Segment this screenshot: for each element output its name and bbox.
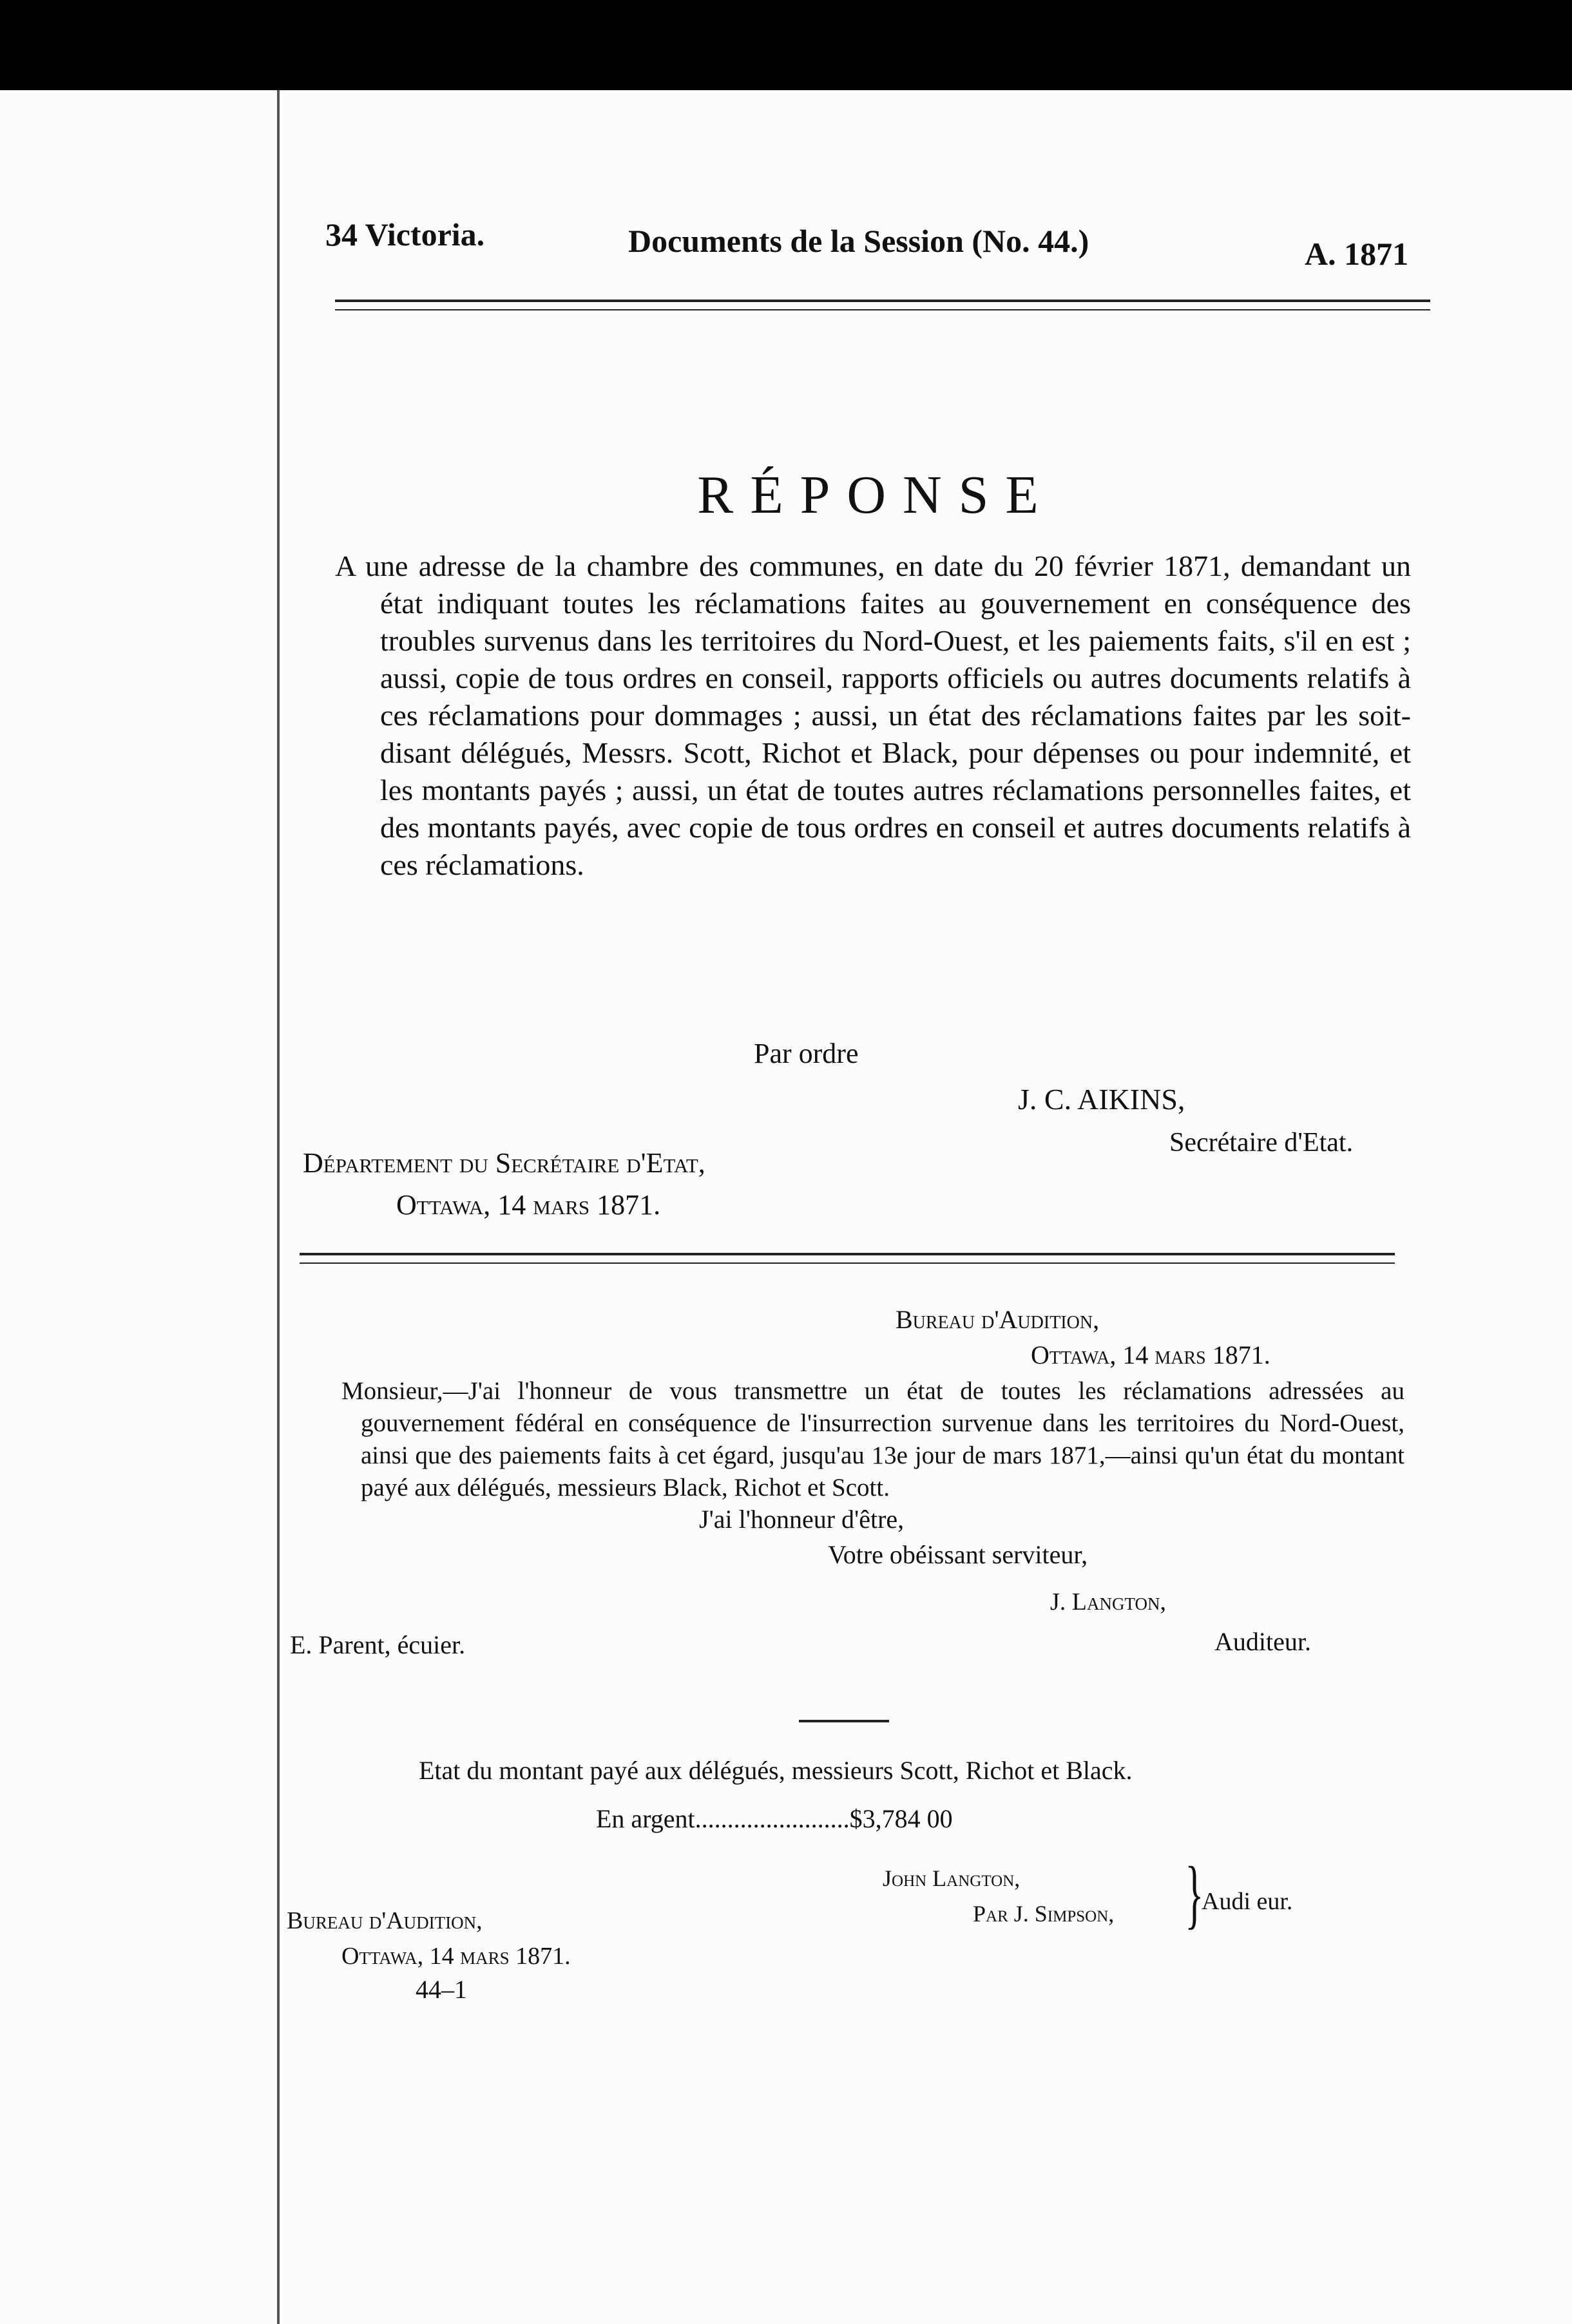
page-mark: 44–1 (416, 1975, 467, 2004)
header-center: Documents de la Session (No. 44.) (628, 223, 1089, 259)
etat-signer-2: Par J. Simpson, (973, 1901, 1115, 1927)
letter-bureau: Bureau d'Audition, (896, 1305, 1100, 1334)
reponse-paragraph: A une adresse de la chambre des communes, en date du 20 février 1871, demandant un état indiquant toutes les réclamations faites au gouvernement en conséquence des troubles survenus dans les territoires du Nord-Ouest, et les paiements faits, s'il en est ; aussi, copie de tous ordres en conseil, rapports officiels ou autres documents relatifs à ces réclamations pour dommages ; aussi, un état des réclamations faites par les soit-disant délégués, Messrs. Scott, Richot et Black, pour dépenses ou pour indemnité, et les montants payés ; aussi, un état de toutes autres réclamations personnelles faites, et des montants payés, avec copie de tous ordres en conseil et autres documents relatifs à ces réclamations. (335, 549, 1411, 881)
letter-paragraph: Monsieur,—J'ai l'honneur de vous transmettre un état de toutes les réclamations adressées au gouvernement fédéral en conséquence de l'insurrection survenue dans les territoires du Nord-Ouest, ainsi que des paiements faits à cet égard, jusqu'au 13e jour de mars 1871,—ainsi qu'un état du montant payé aux délégués, messieurs Black, Richot et Scott. (341, 1377, 1404, 1501)
letter-signer-title: Auditeur. (1214, 1627, 1311, 1656)
letter-date: Ottawa, 14 mars 1871. (1031, 1340, 1270, 1369)
letter-closing-2: Votre obéissant serviteur, (828, 1540, 1088, 1569)
reponse-body (335, 548, 1411, 884)
etat-date: Ottawa, 14 mars 1871. (341, 1943, 571, 1970)
department-line: Département du Secrétaire d'Etat, (303, 1147, 705, 1179)
letter-addressee: E. Parent, écuier. (290, 1630, 466, 1659)
signature-brace: } (1185, 1851, 1204, 1936)
document-page (0, 90, 1572, 2324)
signer-name: J. C. AIKINS, (1018, 1083, 1185, 1116)
page-title: RÉPONSE (697, 465, 1055, 525)
header-left: 34 Victoria. (325, 216, 485, 252)
etat-title: Etat du montant payé aux délégués, messieurs Scott, Richot et Black. (419, 1756, 1133, 1785)
header-right: A. 1871 (1305, 236, 1409, 272)
etat-signer-1: John Langton, (883, 1865, 1021, 1891)
etat-amount-line: En argent........................$3,784 00 (596, 1804, 953, 1833)
etat-signer-role: Audi eur. (1202, 1888, 1293, 1915)
par-ordre: Par ordre (754, 1038, 859, 1069)
signer-title: Secrétaire d'Etat. (1169, 1128, 1354, 1157)
letter-signer: J. Langton, (1050, 1588, 1166, 1615)
binding-fold (277, 90, 280, 2324)
letter-body (341, 1375, 1404, 1504)
separator-rule-top (300, 1253, 1395, 1255)
letter-closing-1: J'ai l'honneur d'être, (699, 1505, 905, 1534)
separator-rule-bottom (300, 1262, 1395, 1264)
department-date: Ottawa, 14 mars 1871. (396, 1189, 661, 1221)
short-rule (799, 1720, 889, 1722)
header-rule-bottom (335, 309, 1430, 310)
etat-bureau: Bureau d'Audition, (287, 1907, 483, 1934)
header-rule-top (335, 300, 1430, 302)
